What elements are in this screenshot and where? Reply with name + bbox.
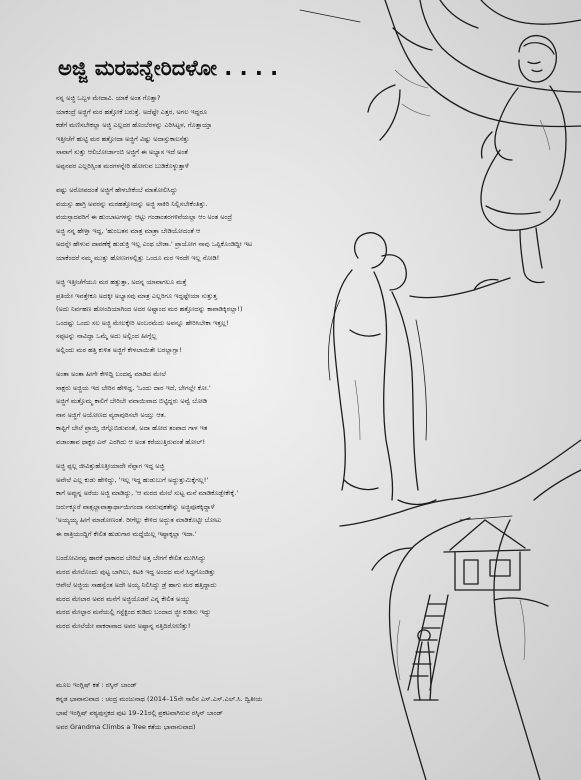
text-line: ಸಾವಾಗೆ ಸುತ್ತು ಆಲಿಬೋರ್ಜಾಂಬಿ ಅಜ್ಜಿಗೆ ಈ ಅಭ್ಯಾಸ ಇದೆ ಅಂತೆ bbox=[56, 148, 188, 156]
credit-line: ಮೂಲ ಇಂಗ್ಲಿಷ್ ಕತೆ : ರಸ್ಕಿನ್ ಬಾಂಡ್ bbox=[56, 681, 137, 689]
credit-line: ಕನ್ನಡ ಭಾವಾನುವಾದ : ಚಂದ್ರ ಮಂಜುನಾಥ (2014–15ನೇ ಸಾಲಿನ ಎಸ್.ಎಸ್.ಎಲ್.ಸಿ. ದ್ವಿತೀಯ bbox=[56, 695, 263, 703]
text-line: ವಯಸ್ಸು ಹಾಗ್ರಿ ಅವರನ್ನು ಮರಹತ್ತೋದನ್ನು ಅಜ್ಜಿ ಸಾಕಿರಿ ನಿಲ್ಲಿಸಬೇಕೆಂತಿತ್ತು. bbox=[56, 199, 208, 208]
text-line: ವಷ್ಟು ಅರೋಪದಂತೆ ಅಜ್ಜಿಗೆ ಹೇಳಬೇಕೆಂಬೆ ಮಾತೋಲಿಸಿದ್ದು bbox=[56, 186, 178, 194]
text-line: ಮರದ ಮೇಲ್ಪಾರ ಮನೆಯಲ್ಲಿ ಗಸ್ಟೆಕ್ಟಿಂದ ಕುಡಿದು ಬಂದಾದ ಜ್ಜೀ ಕುಡಿಸು ಇದ್ದು bbox=[56, 608, 211, 616]
text-line: ಯಾಕೆಂದರೆ ನಮ್ಮ ಮುತ್ತು ಹೋಣಗಳಲ್ಲಿತ್ತು ಒಂದೂ ಮರ ಇರದೇ ಇಲ್ಲ ನೋಡಿ! bbox=[56, 253, 220, 262]
paragraph-2 bbox=[56, 184, 356, 265]
story-title: ಅಜ್ಜಿ ಮರವನ್ನೇರಿದಳೋ . . . . bbox=[58, 56, 279, 80]
text-line: ವಜಾಂತಾವ ಧಾಕ್ಟರ ಎನ್ ಎರಗಿದು ಆ ಅಂತ ಕರೆಯುತ್ತಿರುವಂತೆ ಹೋಲ್! bbox=[56, 437, 206, 446]
text-line: ವಯಸ್ಸಾದವರಿಗೆ ಈ ಹುಂಬಾಟಗಳನ್ನು ಆಟ್ಟು ಗಂಡಾಂತರಗಳಿವೆಯಲ್ಲಾ ಆಂ ಅಂತ ಅಂದ್ರೆ bbox=[56, 213, 233, 221]
text-line: ಬಂದೋವಿನವ್ವ ಹಾರಕೆ ಧಾಕಾರದ ಬೇರಿಬೆ ಅತ್ತ ಬೇಗಗೆ ಕೇಲಿತ ಮುಗಿಸಿದ್ದು bbox=[56, 554, 206, 562]
story-body bbox=[56, 92, 356, 644]
credit-line: ಭಾಷೆ ಇಂಗ್ಲಿಷ್ ಪಠ್ಯಪುಸ್ತಕದ ಪುಟ 19–21ರಲ್ಲಿ ಪ್ರಕಟವಾಗಿರುವ ರಸ್ಕಿನ್ ಬಾಂಡ್ bbox=[56, 709, 223, 717]
text-line: ಅದನ್ನೇ ಹೇಳುವ ದಾವಣೆಕ್ಕೆ ಹುಡುಕ್ತಿ ಇಲ್ಲ ಎಂಥ ಬೇಡಾ.' ಪ್ರಾಯೋಗ ನಾವು ಒಪ್ಪಿಕೊಂಡಿದ್ದೀ ಇಟ bbox=[56, 240, 253, 248]
text-line: ಮರದ ಮೇಲೆಯೇ ವಾಕರಾವಾದ ಅವರ ಅಷ್ಟಾನ್ನ ನತ್ತಿದಿರೋಣಿತ್ತು! bbox=[56, 621, 191, 630]
text-line: ಅಜ್ಜಿಗೆ ಮತ್ತೊಮ್ಮ ಕಾಲಿಗೆ ಬೇರಿಬೇ ವವಾಯಿವಾದ ಬಿಟ್ಟಿದ್ದರು ಅವ್ವೆ ಬೋಡಿ bbox=[56, 397, 208, 405]
text-line: ಕಾಪ್ಟಿಗೆ ಬೇಲೆ ಪ್ರಾಯ್ತಿ ಜಿಗ್ಗೊಬಿಡುವಂತೆ, ಅದಾ ಹೋದ ತಂಪಾದ ಗಾಳ ಇತ bbox=[56, 424, 208, 432]
story-credits bbox=[56, 678, 386, 734]
paragraph-4 bbox=[56, 368, 356, 449]
text-line: ಈ ರಾತ್ರಿಯಂದ್ದಿಗೆ ಕೇಲಿತ ಹುಡುಗಾರ ಮದ್ದೆಯಿಲ್ಲ ಇಷ್ಟಾಕ್ಕಲ್ಲಾ ಇದಾ.' bbox=[56, 529, 197, 538]
text-line: ಸಾಕ್ಷರು ಅಜ್ಜಿಯ ಇದ ಬೇರಿನ ಹೇಳಿದ್ದ, 'ಒಂದು ದಾರ ಇದೆ, ಬೇಗಲ್ಲೇ ಕೋ.' bbox=[56, 383, 211, 392]
text-line: ಅಂತಾ ಅಂತಾ ಹೀಗೇ ಕೇಳಿದ್ದಿ ಬಂದವ್ವ ಮಾಡಿದ ಮೇಲೆ bbox=[56, 370, 166, 378]
text-line: ಅಜ್ಜಿ ನನ್ನ ಹೇಳ್ತಾ ಇದ್ದ, 'ಹುಂಬತನ ಮಾತ್ರ ಮಾತ್ರಾ ಬೇಡಿಯೋದಂತೆ ಆ bbox=[56, 226, 201, 235]
text-line: ಜರ್ರುಕ್ಕೂರೆ ವಾತ್ಸಲ್ಲಾವಾತ್ಸಾರ್ಥಾಯಿಗಂದಾ ನವರುವುಕತೇನ್ನು ಅಜ್ಜಿಪೂಕಕ್ಕಿದ್ದಾಳೆ bbox=[56, 502, 215, 511]
text-line: ನನ್ನ ಅಜ್ಜಿ ಒಬ್ಬಳ ಮೇದಾವಿ. ಯಾಕೆ ಅಂತ ಗೊತ್ತಾ? bbox=[56, 94, 161, 102]
text-line: ಆವೇಲೆ ಅಜ್ಜಿಯ ಸಾಹಸ್ವೆಂತ ಅದೇ ಅಯ್ಯ ನಿಲಿಸಿದ್ದು ಡ್ರೆ ಹಾಗು ಮರ ಹತ್ತಿದ್ದಾದು bbox=[56, 581, 217, 589]
text-line: ಕಾಗೆ ಅಪ್ಪುನ್ನ ಅರೆಯ ಅಜ್ಜಿ ಮಾಡಿದ್ದು, 'ಆ ಮರದ ಮೇಲೆ ಸುಟ್ಟ ಮನೆ ಮಾಡಿಕೊಡ್ಬೇಕೇಕ್ಕೆ.' bbox=[56, 489, 239, 497]
text-line: ಅಲ್ಲಿಂದು ಮರ ಹತ್ತಿ ಕುಳಿತ ಅಜ್ಜಿಗೆ ಕೇಳಲಾಯಿತೇ ಬರಲ್ಲಾಗ್ಲಾ! bbox=[56, 345, 182, 354]
text-line: ಅಜ್ಜಿ ಇತ್ತೀಚೆಗೆಯೂ ಮರ ಹತ್ತುತ್ತಾ, ಅದನ್ನ ಯಾವಾಗಲೂ ಮತ್ತೆ bbox=[56, 278, 187, 286]
text-line: ಅಜ್ಜಿ ಪ್ಪಲ್ಲ ಜೀವಿತ್ತುಹೊತ್ತೀಯಾದೇ ನೆಪ್ಪಾಗ ಇದ್ದ ಅಜ್ಜಿ bbox=[56, 462, 165, 470]
paragraph-5 bbox=[56, 460, 356, 541]
text-line: ಮರದ ಮೇಲೊಂದು ಪುಟ್ಟ ಬಾಗಿಲು, ಕಿಟಕಿ ಇದ್ದ ಅಂದದ ಮನೆ ಸಿದ್ಧಗೊಂಡಿತ್ತು bbox=[56, 567, 216, 576]
text-line: ಮರದ ಮೇಲಾರ ಅವರ ಮನೆಗೆ ಅಜ್ಜಿಯೊಡನೆ ಎನ್ನ ಕೇಲಿತ ಅಯ್ಯು bbox=[56, 594, 191, 603]
text-line: ಯಾಕಂದ್ರೆ ಅಜ್ಜಿಗೆ ಮರ ಹತ್ತೋಕೆ ಬರುತ್ತೆ. ಅದೆಷ್ಟೇ ಎತ್ತರ, ಅಗಲ ಇದ್ದರೂ bbox=[56, 107, 208, 116]
text-line: ಅವೇಲೆ ಎಲ್ಲ ಕುಡು ಹೇಳಿದ್ದು, 'ಇಲ್ಲ ಇದ್ದ ಹುಡುಬುಗೆ ಅದ್ದುತ್ತುಮಿಕ್ಕೆಗಲ್ಲ!' bbox=[56, 475, 209, 484]
text-line: ಪ್ರತಿಯೇ ಇವತ್ತೇಕೂ ಅದಕ್ಕೀ ಅಭ್ಯಾಸವು ಮಾತ್ರ ಎಲ್ಲರಿಗೂ ಇದ್ದಷ್ಟೇಯಾ ಸುತ್ತುತ್ತ bbox=[56, 291, 218, 300]
text-line: ಒಂದಷ್ಟು ಒಂದು ಸಲ ಅಜ್ಜಿ ಮೇಲಕ್ಕೇರಿ ಅಂಬರಮೆದು ಅವನ್ನೂ ಹೇರಿಸಿಬೇಕಾ ಇತ್ತಲ್ಲ! bbox=[56, 318, 229, 327]
text-line: 'ಅಯ್ಯಯ್ಯ ಹೀಗೆ ಮಾಡೋಣಂತೆ. ರೀಗೆಲ್ಲು ಕೇಳಿದ ಅದ್ಭುತ ಮಾಡಿಕೊಟ್ಟೀ ಬೋಟು bbox=[56, 516, 222, 524]
text-line: ನಾನ ಅಜ್ಜಿಗೆ ಅಯೋಣದ ವ್ಯರಾವುರಿಸಲೇ ಅಯ್ತು ಆತ. bbox=[56, 410, 167, 419]
text-line: ಸಪ್ಪಟನ್ನು ನಾವಿದ್ದಾ ಒಮ್ಮೆ ಅದು ಅಲ್ಲಿಂದ ಹೀಗ್ಗೆಲ್ಲ bbox=[56, 332, 157, 340]
text-line: ಅಪ್ಪನವರ ಎಲ್ಲರಿಸ್ಸಿಂತ ಮರಗಳನ್ನೇರಿ ಹೋಗುವ ಬುಡಿಕೊಳ್ಳುತ್ತಾಳೆ bbox=[56, 161, 189, 170]
credit-line: ಅವರ Grandma Climbs a Tree ಕತೆಯ ಭಾವಾನುವಾದ) bbox=[56, 723, 196, 731]
paragraph-6 bbox=[56, 552, 356, 633]
paragraph-1 bbox=[56, 92, 356, 173]
text-line: (ಅದು ನಿರ್ವಹಣ ಹೋಂದಿಯಾಗಿಂದ ಅದರ ಅಷ್ಟಾಂದ ಮರ ಹತ್ತೋದನ್ನು ಕಾಪಾಡಿಕ್ಕಿರಲ್ಲಾ!) bbox=[56, 305, 243, 313]
text-line: ಇತ್ತೀಚೆಗೆ ಹುಟ್ಟಿ ಮರ ಹತ್ತೋದಾ ಅಜ್ಜಿಗೆ ವಿಷ್ಟು ಅದಾಸ್ತುಕಾಲಸೆತ್ತು bbox=[56, 134, 190, 143]
paragraph-3 bbox=[56, 276, 356, 357]
text-line: ಕಡೆಗೆ ಮಣಿಸಬೇಕಲ್ಲಾ ಅಜ್ಜಿ ಎಲ್ಲದರ ಹೊಂಬೆರಳನ್ನು ಎರಿಸಿಟ್ಟಳ, ಗೊತ್ತಾಯ್ತಾ bbox=[56, 121, 212, 129]
